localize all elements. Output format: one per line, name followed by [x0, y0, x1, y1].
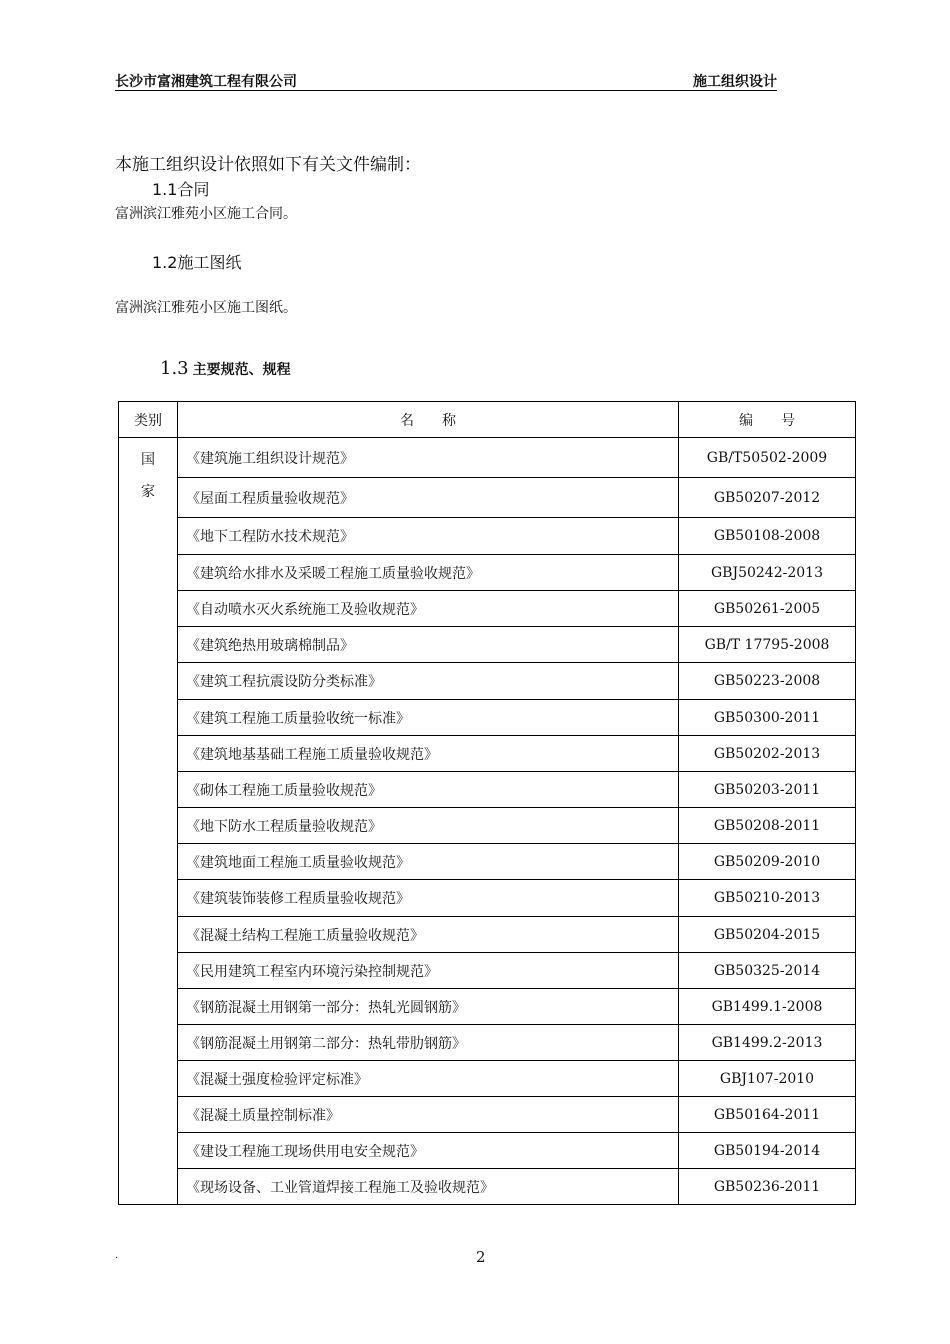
standard-code: GBJ107-2010	[679, 1061, 856, 1097]
section-1-3-heading	[160, 358, 291, 379]
section-1-2-text: 富洲滨江雅苑小区施工图纸。	[115, 300, 297, 316]
table-row	[119, 736, 856, 772]
footer-dot: .	[115, 1250, 119, 1261]
table-row	[119, 478, 856, 518]
table-row	[119, 953, 856, 989]
standard-code: GB50261-2005	[679, 591, 856, 627]
header-code: 编 号	[679, 402, 856, 438]
table-row	[119, 700, 856, 736]
table-row	[119, 663, 856, 700]
section-1-1-heading: 1.1合同	[152, 180, 210, 199]
standard-name: 《建筑装饰装修工程质量验收规范》	[178, 880, 679, 917]
standard-code: GB50203-2011	[679, 772, 856, 808]
standard-code: GB/T50502-2009	[679, 438, 856, 478]
standard-code: GB50202-2013	[679, 736, 856, 772]
standard-name: 《民用建筑工程室内环境污染控制规范》	[178, 953, 679, 989]
standard-code: GB50223-2008	[679, 663, 856, 700]
table-row	[119, 1133, 856, 1169]
standard-code: GB50194-2014	[679, 1133, 856, 1169]
standard-name: 《屋面工程质量验收规范》	[178, 478, 679, 518]
table-row	[119, 438, 856, 478]
category-cell	[119, 438, 178, 1205]
standards-table	[118, 401, 856, 1205]
standard-code: GB50208-2011	[679, 808, 856, 844]
standard-name: 《自动喷水灭火系统施工及验收规范》	[178, 591, 679, 627]
table-row	[119, 1169, 856, 1205]
section-1-2-heading: 1.2施工图纸	[152, 253, 242, 272]
standard-code: GB50300-2011	[679, 700, 856, 736]
standard-code: GB1499.1-2008	[679, 989, 856, 1025]
table-row	[119, 555, 856, 591]
standard-code: GB1499.2-2013	[679, 1025, 856, 1061]
section-1-3-number: 1.3	[160, 358, 189, 379]
page-header	[115, 70, 777, 91]
standard-code: GB50164-2011	[679, 1097, 856, 1133]
table-row	[119, 772, 856, 808]
standard-name: 《钢筋混凝土用钢第一部分：热轧光圆钢筋》	[178, 989, 679, 1025]
category-char: 家	[141, 484, 155, 500]
table-row	[119, 1061, 856, 1097]
standard-code: GB50207-2012	[679, 478, 856, 518]
standard-name: 《建筑施工组织设计规范》	[178, 438, 679, 478]
intro-text: 本施工组织设计依照如下有关文件编制：	[115, 155, 421, 175]
document-title: 施工组织设计	[693, 74, 777, 90]
header-name: 名 称	[178, 402, 679, 438]
table-row	[119, 1025, 856, 1061]
section-1-1-text: 富洲滨江雅苑小区施工合同。	[115, 206, 297, 222]
standard-name: 《建筑地面工程施工质量验收规范》	[178, 844, 679, 880]
standard-code: GB50325-2014	[679, 953, 856, 989]
standard-code: GBJ50242-2013	[679, 555, 856, 591]
standard-name: 《混凝土质量控制标准》	[178, 1097, 679, 1133]
table-row	[119, 591, 856, 627]
standard-name: 《建筑给水排水及采暖工程施工质量验收规范》	[178, 555, 679, 591]
table-row	[119, 518, 856, 555]
standard-name: 《建设工程施工现场供用电安全规范》	[178, 1133, 679, 1169]
standard-code: GB50209-2010	[679, 844, 856, 880]
standard-name: 《建筑工程施工质量验收统一标准》	[178, 700, 679, 736]
standard-code: GB/T 17795-2008	[679, 627, 856, 663]
standard-name: 《建筑绝热用玻璃棉制品》	[178, 627, 679, 663]
standard-name: 《地下工程防水技术规范》	[178, 518, 679, 555]
table-row	[119, 989, 856, 1025]
table-row	[119, 844, 856, 880]
standard-name: 《混凝土强度检验评定标准》	[178, 1061, 679, 1097]
table-row	[119, 917, 856, 953]
company-name: 长沙市富湘建筑工程有限公司	[115, 74, 297, 90]
standard-name: 《地下防水工程质量验收规范》	[178, 808, 679, 844]
standard-name: 《钢筋混凝土用钢第二部分：热轧带肋钢筋》	[178, 1025, 679, 1061]
standard-code: GB50210-2013	[679, 880, 856, 917]
standard-name: 《混凝土结构工程施工质量验收规范》	[178, 917, 679, 953]
standard-code: GB50204-2015	[679, 917, 856, 953]
standard-name: 《建筑工程抗震设防分类标准》	[178, 663, 679, 700]
standard-name: 《砌体工程施工质量验收规范》	[178, 772, 679, 808]
table-row	[119, 627, 856, 663]
table-header-row	[119, 402, 856, 438]
standard-name: 《建筑地基基础工程施工质量验收规范》	[178, 736, 679, 772]
standard-code: GB50108-2008	[679, 518, 856, 555]
header-category: 类别	[119, 402, 178, 438]
table-row	[119, 880, 856, 917]
section-1-3-title: 主要规范、规程	[192, 362, 291, 378]
standard-code: GB50236-2011	[679, 1169, 856, 1205]
table-row	[119, 1097, 856, 1133]
table-row	[119, 808, 856, 844]
category-char: 国	[141, 452, 155, 468]
page-number: 2	[476, 1248, 486, 1266]
standard-name: 《现场设备、工业管道焊接工程施工及验收规范》	[178, 1169, 679, 1205]
